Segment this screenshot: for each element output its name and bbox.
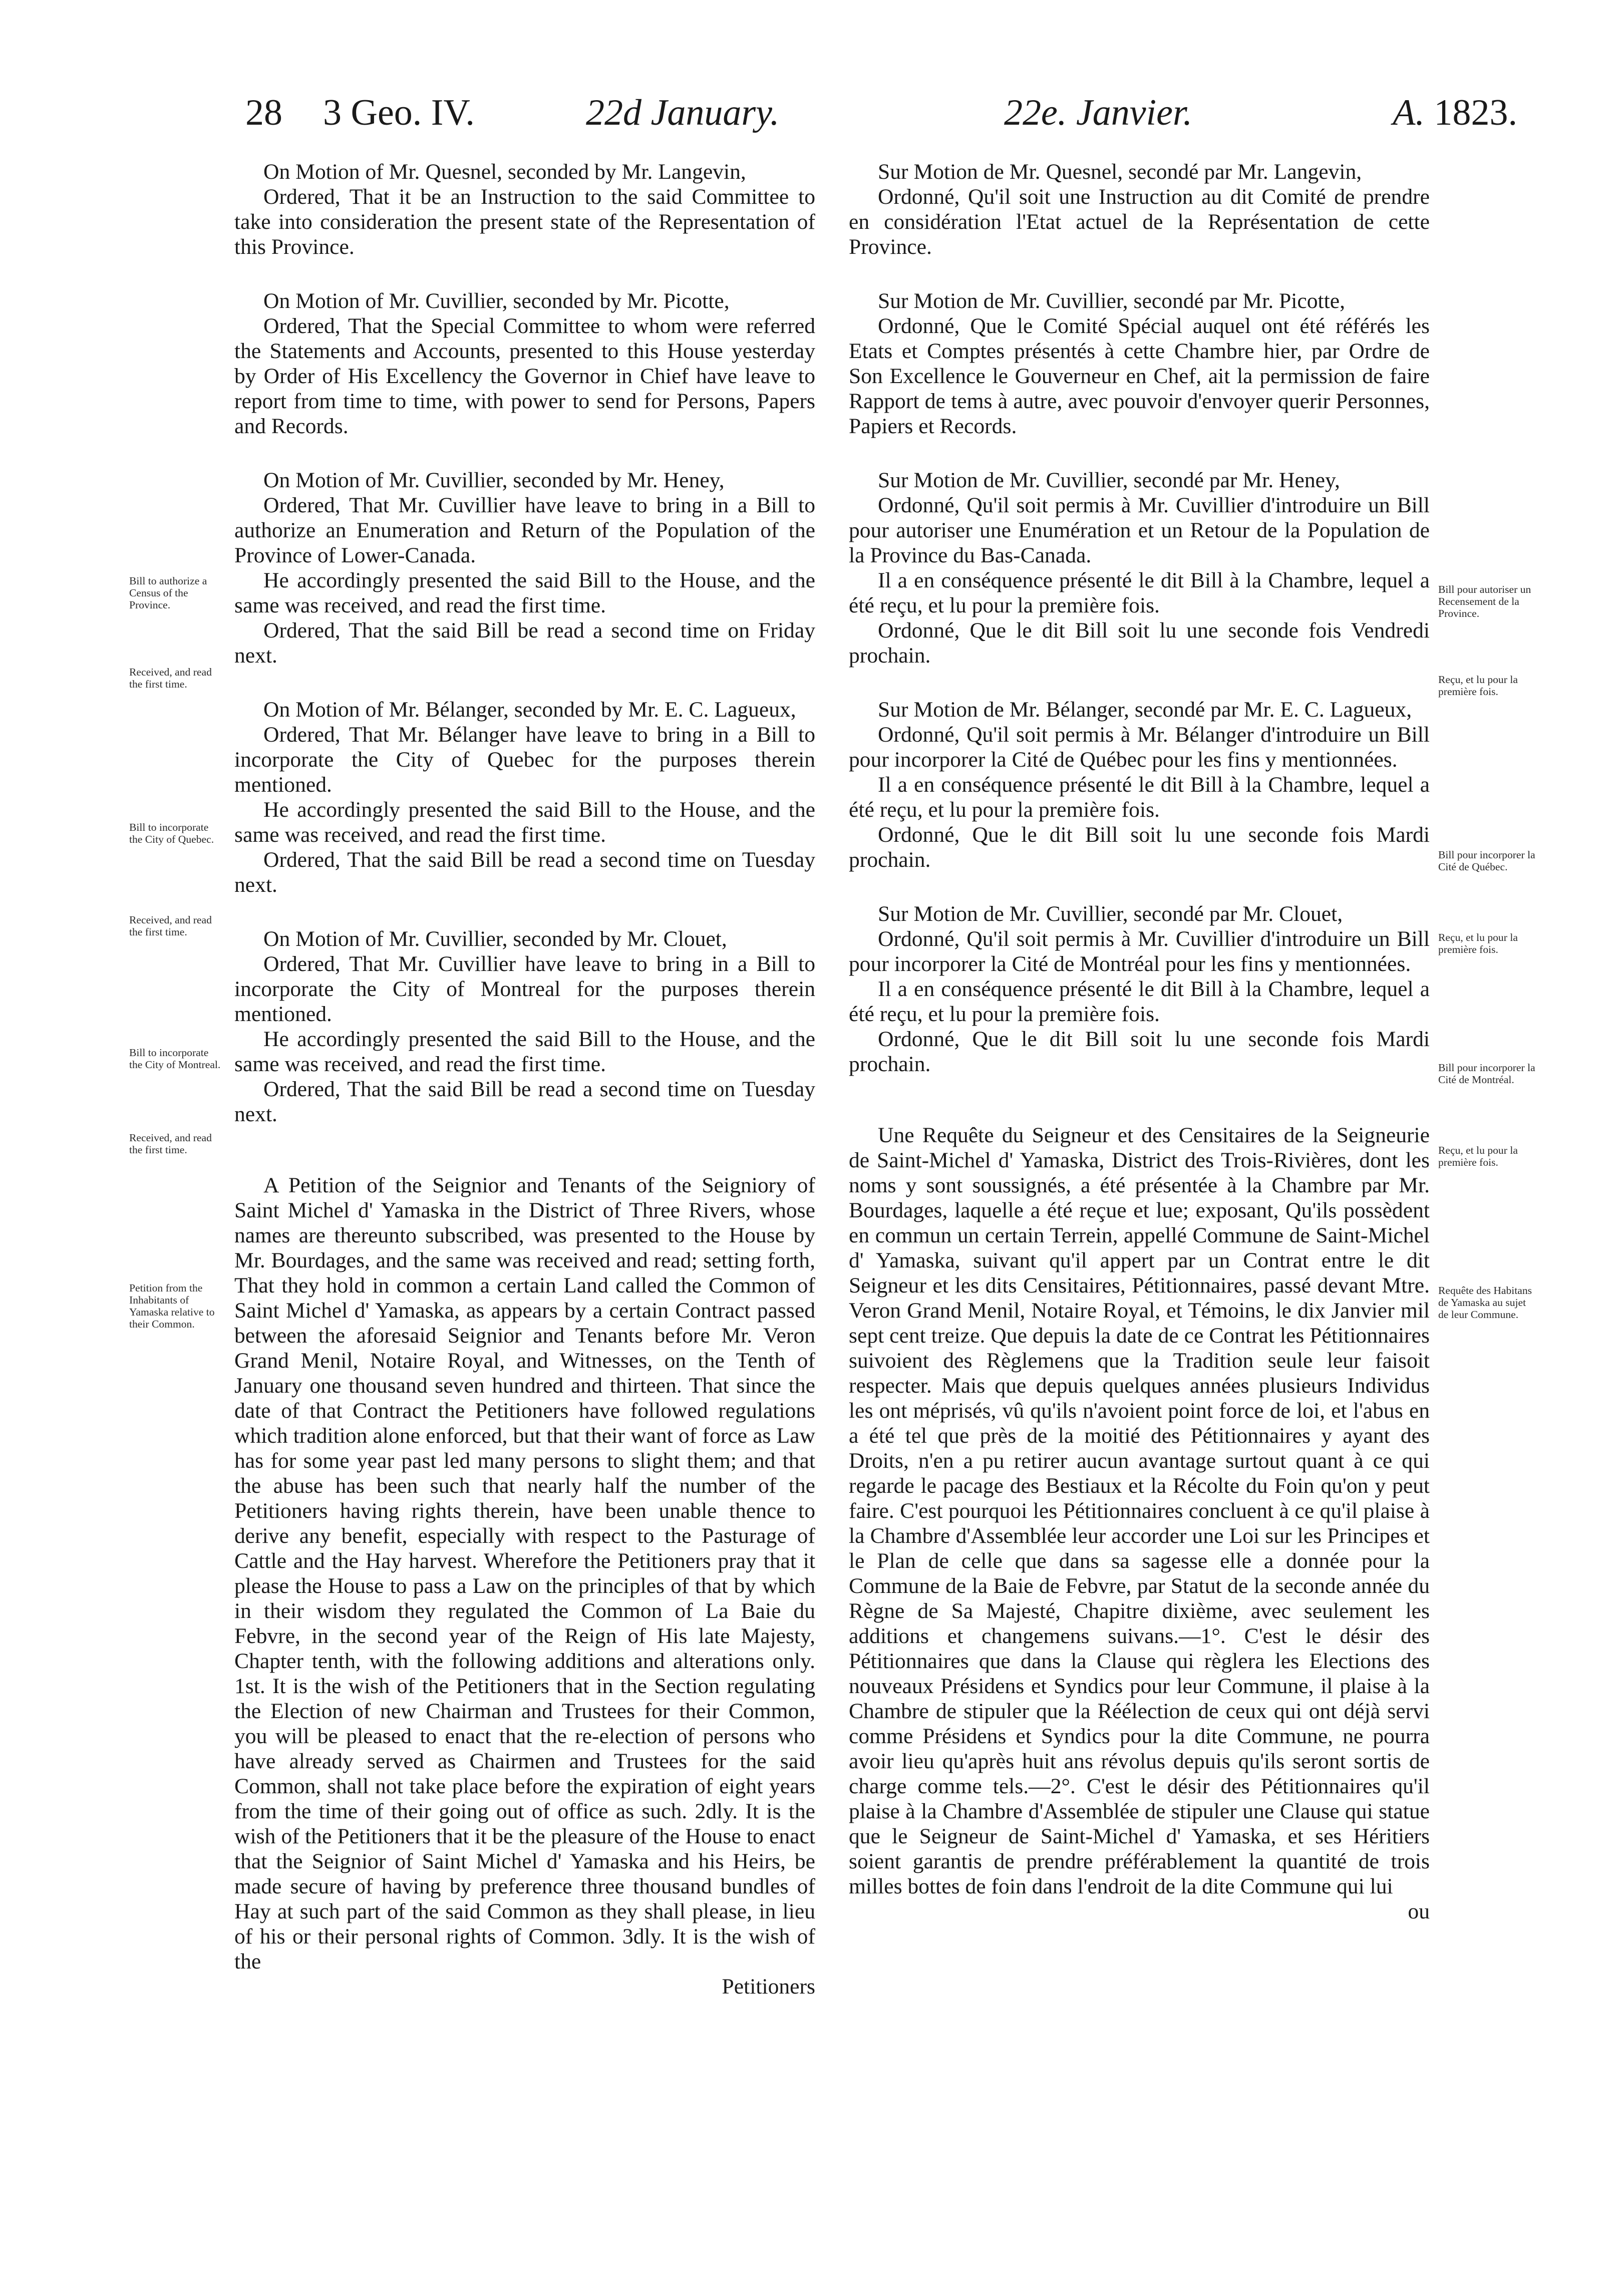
french-column bbox=[849, 159, 1430, 1953]
order-line: Ordonné, Qu'il soit une Instruction au dit Comité de prendre en considération l'Etat actuel de la Représentation de cette Province. bbox=[849, 185, 1430, 259]
presented-line: Il a en conséquence présenté le dit Bill à la Chambre, lequel a été reçu, et lu pour la première fois. bbox=[849, 977, 1430, 1026]
second-reading-line: Ordered, That the said Bill be read a second time on Tuesday next. bbox=[234, 848, 815, 897]
margin-note-received: Received, and read the first time. bbox=[129, 914, 212, 938]
catchword: Petitioners bbox=[722, 1975, 815, 1999]
motion-line: Sur Motion de Mr. Cuvillier, secondé par Mr. Heney, bbox=[878, 468, 1340, 492]
motion-line: Sur Motion de Mr. Cuvillier, secondé par Mr. Picotte, bbox=[878, 289, 1345, 313]
presented-line: Il a en conséquence présenté le dit Bill à la Chambre, lequel a été reçu, et lu pour la première fois. bbox=[849, 568, 1430, 617]
french-date: 22e. Janvier. bbox=[1004, 92, 1193, 133]
motion-line: On Motion of Mr. Cuvillier, seconded by Mr. Clouet, bbox=[263, 927, 727, 951]
margin-note-montreal: Bill to incorporate the City of Montreal. bbox=[129, 1047, 221, 1071]
presented-line: Il a en conséquence présenté le dit Bill à la Chambre, lequel a été reçu, et lu pour la première fois. bbox=[849, 773, 1430, 822]
margin-note-received: Reçu, et lu pour la première fois. bbox=[1438, 931, 1518, 955]
year-number: 1823. bbox=[1434, 92, 1517, 133]
anno-year bbox=[1393, 88, 1517, 138]
margin-note-census: Bill to authorize a Census of the Province. bbox=[129, 575, 207, 611]
running-header bbox=[245, 88, 1517, 143]
margin-note-petition: Petition from the Inhabitants of Yamaska relative to their Common. bbox=[129, 1282, 215, 1330]
margin-note-received: Received, and read the first time. bbox=[129, 1132, 212, 1156]
second-reading-line: Ordonné, Que le dit Bill soit lu une seconde fois Mardi prochain. bbox=[849, 823, 1430, 872]
margin-note-census: Bill pour autoriser un Recensement de la Province. bbox=[1438, 583, 1531, 619]
margin-note-received: Reçu, et lu pour la première fois. bbox=[1438, 1144, 1518, 1168]
motion-block-quebec-bill bbox=[849, 697, 1430, 872]
motion-block-representation bbox=[849, 159, 1430, 259]
motion-line: On Motion of Mr. Bélanger, seconded by Mr. E. C. Lagueux, bbox=[263, 698, 796, 722]
margin-note-received: Received, and read the first time. bbox=[129, 666, 212, 690]
petition-text: Une Requête du Seigneur et des Censitaires de la Seigneurie de Saint-Michel d' Yamaska, District des Trois-Rivières, dont les noms y sont soussignés, a été présentée à la Chambre par Mr. Bourdages, laquelle a été reçue et lue; exposant, Qu'ils possèdent en commun un certain Terrein, appellé Commune de Saint-Michel d' Yamaska, suivant qu'il appert par un Contrat entre le dit Seigneur et les dits Censitaires, Pétitionnaires, passé devant Mtre. Veron Grand Menil, Notaire Royal, et Témoins, le dix Janvier mil sept cent treize. Que depuis la date de ce Contrat les Pétitionnaires suivoient des Règlemens que la Tradition seule leur faisoit respecter. Mais que depuis quelques années plusieurs Individus les ont méprisés, vû qu'ils n'avoient point force de loi, et l'abus en a été tel que près de la moitié des Pétitionnaires y ayant des Droits, n'en a pu retirer aucun avantage surtout quant à ce qui regarde le pacage des Bestiaux et la Récolte du Foin qu'on y peut faire. C'est pourquoi les Pétitionnaires concluent à ce qu'il plaise à la Chambre d'Assemblée leur accorder une Loi sur les Principes et le Plan de celle que dans sa sagesse elle a donnée pour la Commune de la Baie de Febvre, par Statut de la seconde année du Règne de Sa Majesté, Chapitre dixième, avec seulement les additions et changemens suivans.—1°. C'est le désir des Pétitionnaires que dans la Clause qui règlera les Elections des nouveaux Présidens et Syndics pour leur Commune, il plaise à la Chambre de stipuler que la Réélection de ceux qui ont déjà servi comme Présidens et Syndics pour la dite Commune, ne pourra avoir lieu qu'après huit ans révolus depuis qu'ils seront sortis de charge comme tels.—2°. C'est le désir des Pétitionnaires qu'il plaise à la Chambre d'Assemblée de stipuler une Clause qui statue que le Seigneur de Saint-Michel d' Yamaska, et ses Héritiers soient garantis de prendre préférablement la quantité de trois milles bottes de foin dans l'endroit de la dite Commune qui lui bbox=[849, 1123, 1430, 1898]
motion-line: On Motion of Mr. Cuvillier, seconded by Mr. Picotte, bbox=[263, 289, 730, 313]
motion-block-representation bbox=[234, 159, 815, 259]
order-line: Ordonné, Qu'il soit permis à Mr. Cuvillier d'introduire un Bill pour incorporer la Cité de Montréal pour les fins y mentionnées. bbox=[849, 927, 1430, 976]
motion-block-special-committee bbox=[234, 288, 815, 439]
margin-note-montreal: Bill pour incorporer la Cité de Montréal. bbox=[1438, 1062, 1535, 1086]
presented-line: He accordingly presented the said Bill to the House, and the same was received, and read the first time. bbox=[234, 1027, 815, 1076]
english-date: 22d January. bbox=[586, 92, 780, 133]
motion-block-quebec-bill bbox=[234, 697, 815, 897]
order-line: Ordered, That it be an Instruction to the said Committee to take into consideration the present state of the Representation of this Province. bbox=[234, 185, 815, 259]
presented-line: He accordingly presented the said Bill to the House, and the same was received, and read the first time. bbox=[234, 798, 815, 847]
margin-note-received: Reçu, et lu pour la première fois. bbox=[1438, 674, 1518, 698]
order-line: Ordered, That Mr. Cuvillier have leave to bring in a Bill to incorporate the City of Montreal for the purposes therein mentioned. bbox=[234, 952, 815, 1026]
petition-block bbox=[234, 1173, 815, 1999]
second-reading-line: Ordonné, Que le dit Bill soit lu une seconde fois Vendredi prochain. bbox=[849, 618, 1430, 668]
motion-line: On Motion of Mr. Cuvillier, seconded by Mr. Heney, bbox=[263, 468, 725, 492]
motion-line: Sur Motion de Mr. Quesnel, secondé par Mr. Langevin, bbox=[878, 160, 1362, 184]
margin-note-petition: Requête des Habitans de Yamaska au sujet de leur Commune. bbox=[1438, 1284, 1532, 1321]
catchword: ou bbox=[1408, 1899, 1430, 1923]
petition-block bbox=[849, 1123, 1430, 1924]
motion-block-census-bill bbox=[234, 468, 815, 668]
presented-line: He accordingly presented the said Bill to the House, and the same was received, and read the first time. bbox=[234, 568, 815, 617]
second-reading-line: Ordered, That the said Bill be read a second time on Friday next. bbox=[234, 618, 815, 668]
second-reading-line: Ordonné, Que le dit Bill soit lu une seconde fois Mardi prochain. bbox=[849, 1027, 1430, 1076]
order-line: Ordered, That Mr. Cuvillier have leave to bring in a Bill to authorize an Enumeration and Return of the Population of the Province of Lower-Canada. bbox=[234, 493, 815, 567]
english-column bbox=[234, 159, 815, 2028]
motion-line: On Motion of Mr. Quesnel, seconded by Mr. Langevin, bbox=[263, 160, 746, 184]
order-line: Ordonné, Que le Comité Spécial auquel ont été référés les Etats et Comptes présentés à cette Chambre hier, par Ordre de Son Excellence le Gouverneur en Chef, ait la permission de faire Rapport de tems à autre, avec pouvoir d'envoyer querir Personnes, Papiers et Records. bbox=[849, 314, 1430, 438]
order-line: Ordonné, Qu'il soit permis à Mr. Bélanger d'introduire un Bill pour incorporer la Cité de Québec pour les fins y mentionnées. bbox=[849, 723, 1430, 772]
motion-block-census-bill bbox=[849, 468, 1430, 668]
motion-block-montreal-bill bbox=[849, 901, 1430, 1077]
order-line: Ordered, That Mr. Bélanger have leave to bring in a Bill to incorporate the City of Quebec for the purposes therein mentioned. bbox=[234, 723, 815, 797]
margin-note-quebec: Bill pour incorporer la Cité de Québec. bbox=[1438, 849, 1535, 873]
motion-block-special-committee bbox=[849, 288, 1430, 439]
page-number: 28 bbox=[245, 92, 282, 133]
motion-line: Sur Motion de Mr. Cuvillier, secondé par Mr. Clouet, bbox=[878, 902, 1343, 926]
order-line: Ordonné, Qu'il soit permis à Mr. Cuvillier d'introduire un Bill pour autoriser une Enumération et un Retour de la Population de la Province du Bas-Canada. bbox=[849, 493, 1430, 567]
petition-text: A Petition of the Seignior and Tenants of the Seigniory of Saint Michel d' Yamaska in the District of Three Rivers, whose names are thereunto subscribed, was presented to the House by Mr. Bourdages, and the same was received and read; setting forth, That they hold in common a certain Land called the Common of Saint Michel d' Yamaska, as appears by a certain Contract passed between the aforesaid Seignior and Tenants before Mr. Veron Grand Menil, Notaire Royal, and Witnesses, on the Tenth of January one thousand seven hundred and thirteen. That since the date of that Contract the Petitioners have followed regulations which tradition alone enforced, but that their want of force as Law has for some year past led many persons to slight them; and that the abuse has been such that nearly half the number of the Petitioners having rights therein, have been unable thence to derive any benefit, especially with respect to the Pasturage of Cattle and the Hay harvest. Wherefore the Petitioners pray that it please the House to pass a Law on the principles of that by which in their wisdom they regulated the Common of La Baie du Febvre, in the second year of the Reign of His late Majesty, Chapter tenth, with the following additions and alterations only. 1st. It is the wish of the Petitioners that in the Section regulating the Election of new Chairman and Trustees for their Common, you will be pleased to enact that the re-election of persons who have already served as Chairmen and Trustees for the said Common, shall not take place before the expiration of eight years from the time of their going out of office as such. 2dly. It is the wish of the Petitioners that it be the pleasure of the House to enact that the Seignior of Saint Michel d' Yamaska and his Heirs, be made secure of having by preference three thousand bundles of Hay at such part of the said Common as they shall please, in lieu of his or their personal rights of Common. 3dly. It is the wish of the bbox=[234, 1173, 815, 1974]
second-reading-line: Ordered, That the said Bill be read a second time on Tuesday next. bbox=[234, 1077, 815, 1126]
anno-letter: A. bbox=[1393, 92, 1425, 133]
order-line: Ordered, That the Special Committee to whom were referred the Statements and Accounts, presented to this House yesterday by Order of His Excellency the Governor in Chief have leave to report from time to time, with power to send for Persons, Papers and Records. bbox=[234, 314, 815, 438]
motion-line: Sur Motion de Mr. Bélanger, secondé par Mr. E. C. Lagueux, bbox=[878, 698, 1412, 722]
motion-block-montreal-bill bbox=[234, 926, 815, 1127]
regnal-year: 3 Geo. IV. bbox=[323, 92, 475, 133]
margin-note-quebec: Bill to incorporate the City of Quebec. bbox=[129, 821, 214, 845]
